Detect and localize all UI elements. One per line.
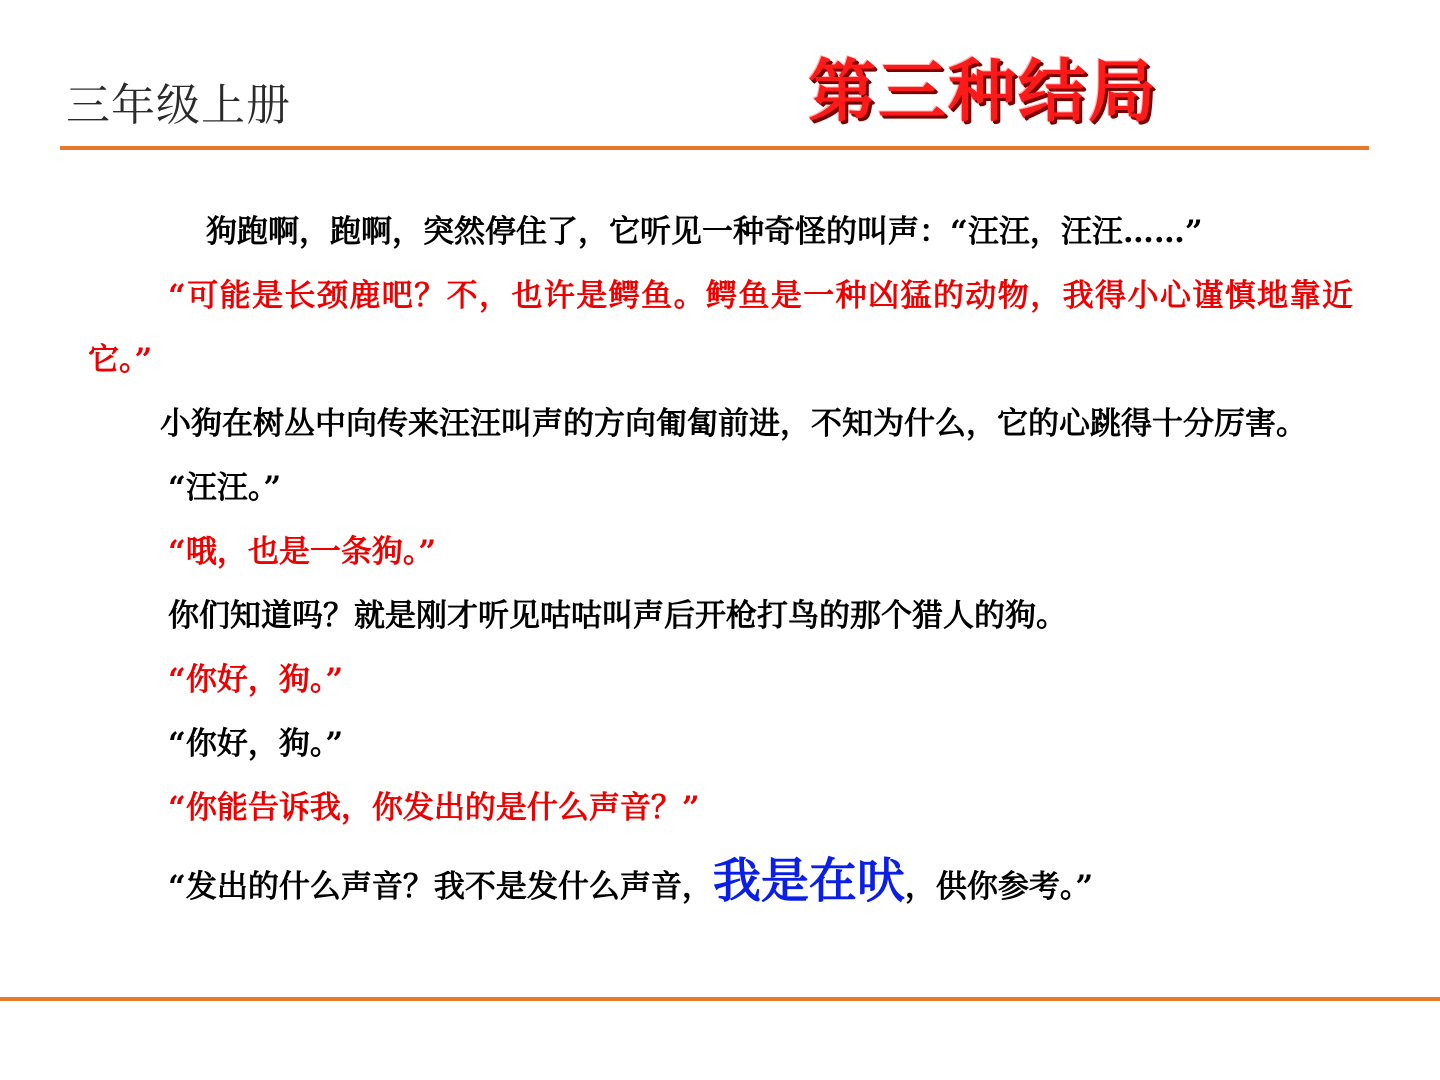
- top-divider: [60, 146, 1369, 150]
- paragraph-4: “汪汪。”: [168, 470, 282, 506]
- paragraph-5: “哦，也是一条狗。”: [168, 534, 437, 570]
- bottom-divider: [0, 997, 1440, 1001]
- paragraph-8: “你好，狗。”: [168, 726, 344, 762]
- highlight-phrase: 我是在吠: [712, 853, 905, 909]
- slide-title: 第三种结局: [808, 52, 1159, 132]
- grade-label: 三年级上册: [66, 80, 291, 131]
- story-text: [88, 200, 1353, 922]
- paragraph-6: 你们知道吗？就是刚才听见咕咕叫声后开枪打鸟的那个猎人的狗。: [168, 598, 1067, 634]
- paragraph-10-start: “发出的什么声音？我不是发什么声音，: [168, 869, 713, 905]
- paragraph-3: 小狗在树丛中向传来汪汪叫声的方向匍匐前进，不知为什么，它的心跳得十分厉害。: [160, 406, 1307, 442]
- paragraph-1: 狗跑啊，跑啊，突然停住了，它听见一种奇怪的叫声：“汪汪，汪汪……”: [206, 214, 1203, 250]
- paragraph-7: “你好，狗。”: [168, 662, 344, 698]
- paragraph-2: “可能是长颈鹿吧？不，也许是鳄鱼。鳄鱼是一种凶猛的动物，我得小心谨慎地靠近它。”: [88, 278, 1353, 378]
- paragraph-10: [88, 846, 1353, 922]
- paragraph-9: “你能告诉我，你发出的是什么声音？”: [168, 790, 700, 826]
- paragraph-10-end: ，供你参考。”: [904, 869, 1094, 905]
